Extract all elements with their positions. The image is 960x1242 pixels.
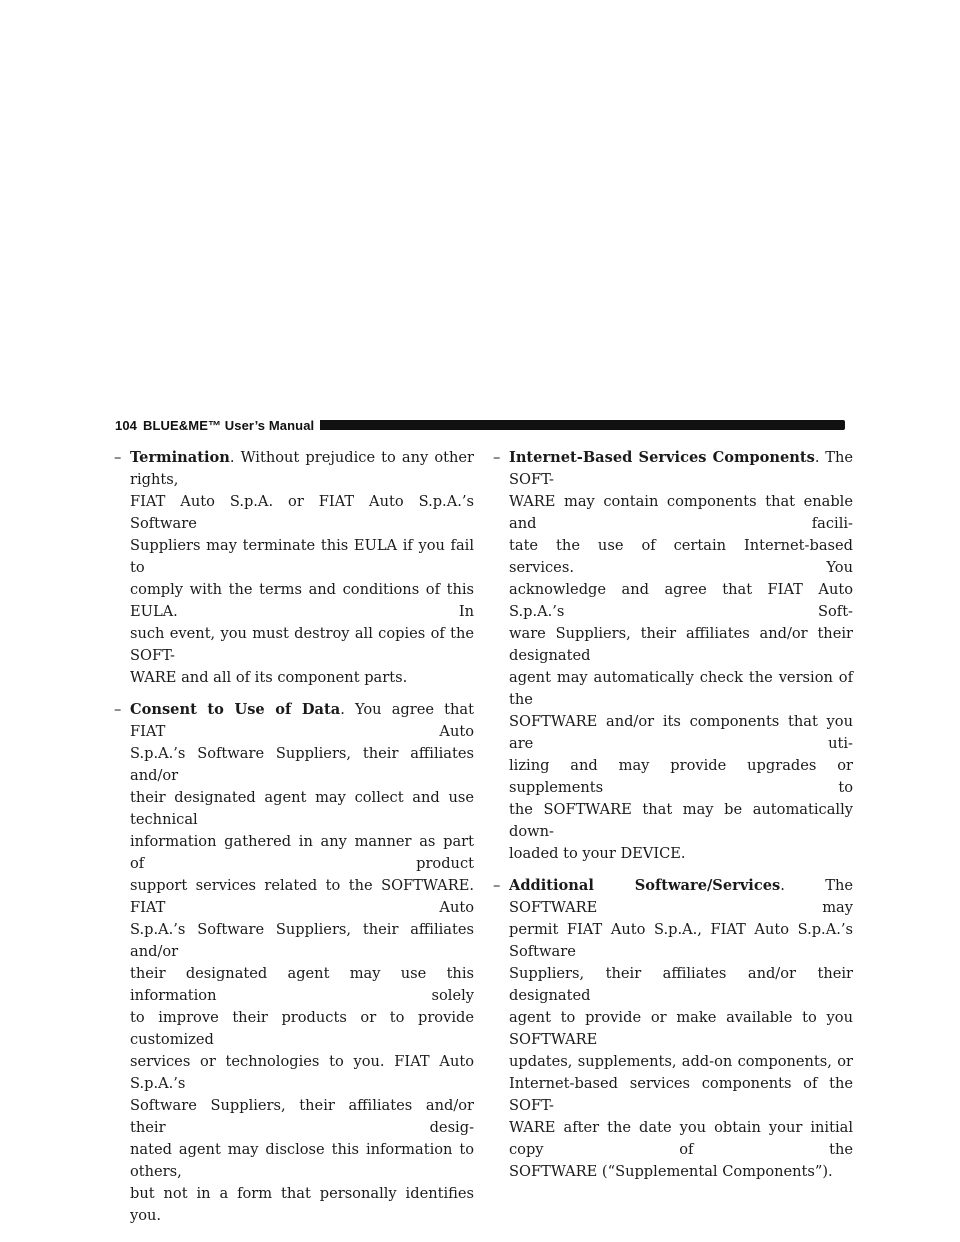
text-line: but not in a form that personally identifies you. (130, 1185, 474, 1224)
item-text (130, 447, 474, 689)
text-line: Software Suppliers, their affiliates and/or their desig- (130, 1097, 474, 1136)
text-line: permit FIAT Auto S.p.A., FIAT Auto S.p.A.’s Software (509, 921, 853, 960)
text-line: their designated agent may collect and use technical (130, 789, 474, 828)
text-line: ware Suppliers, their affiliates and/or their designated (509, 625, 853, 664)
text-line: Internet-based services components of the SOFT- (509, 1075, 853, 1114)
text-line: acknowledge and agree that FIAT Auto S.p.A.’s Soft- (509, 581, 853, 620)
text-line: updates, supplements, add-on components, or (509, 1053, 853, 1070)
text-line: FIAT Auto S.p.A. or FIAT Auto S.p.A.’s Software (130, 493, 474, 532)
text-line: S.p.A.’s Software Suppliers, their affiliates and/or (130, 921, 474, 960)
text-line: such event, you must destroy all copies of the SOFT- (130, 625, 474, 664)
text-line (130, 699, 474, 743)
text-line: the SOFTWARE that may be automatically down- (509, 801, 853, 840)
text-line: Suppliers, their affiliates and/or their designated (509, 965, 853, 1004)
header-rule (320, 420, 845, 430)
term-heading: Termination (130, 449, 230, 466)
text-line: nated agent may disclose this information to others, (130, 1141, 474, 1180)
left-column (114, 447, 474, 1237)
text-fragment: . Without prejudice to any other rights, (130, 449, 474, 488)
text-line: to improve their products or to provide customized (130, 1009, 474, 1048)
page-number: 104 (115, 417, 137, 433)
text-line: lizing and may provide upgrades or supplements to (509, 757, 853, 796)
text-line (509, 447, 853, 491)
text-line: WARE may contain components that enable and facili- (509, 493, 853, 532)
list-item-consent (114, 699, 474, 1227)
text-line: their designated agent may use this information solely (130, 965, 474, 1004)
item-text (509, 875, 853, 1183)
text-fragment: . The SOFTWARE may (509, 877, 853, 916)
dash-bullet: – (493, 449, 501, 466)
dash-bullet: – (114, 449, 122, 466)
text-line: WARE and all of its component parts. (130, 669, 408, 686)
text-line: WARE after the date you obtain your initial copy of the (509, 1119, 853, 1158)
term-heading: Internet-Based Services Components (509, 449, 815, 466)
text-line: S.p.A.’s Software Suppliers, their affiliates and/or (130, 745, 474, 784)
text-line: SOFTWARE and/or its components that you are uti- (509, 713, 853, 752)
text-line (130, 447, 474, 491)
text-fragment: . You agree that FIAT Auto (130, 701, 474, 740)
text-line: tate the use of certain Internet-based services. You (509, 537, 853, 576)
text-line: agent to provide or make available to you SOFTWARE (509, 1009, 853, 1048)
text-line (509, 875, 853, 919)
list-item-internet-services (493, 447, 853, 865)
list-item-termination (114, 447, 474, 689)
term-heading: Additional Software/Services (509, 877, 781, 894)
text-line: SOFTWARE (“Supplemental Components”). (509, 1163, 833, 1180)
right-column (493, 447, 853, 1193)
text-line: services or technologies to you. FIAT Auto S.p.A.’s (130, 1053, 474, 1092)
text-fragment: . The SOFT- (509, 449, 853, 488)
dash-bullet: – (114, 701, 122, 718)
running-header (115, 418, 314, 433)
text-line: agent may automatically check the version of the (509, 669, 853, 708)
manual-title: BLUE&ME™ User’s Manual (143, 417, 315, 433)
term-heading: Consent to Use of Data (130, 701, 341, 718)
text-line: support services related to the SOFTWARE. FIAT Auto (130, 877, 474, 916)
text-line: loaded to your DEVICE. (509, 845, 686, 862)
text-line: information gathered in any manner as part of product (130, 833, 474, 872)
item-text (130, 699, 474, 1227)
text-line: Suppliers may terminate this EULA if you fail to (130, 537, 474, 576)
text-line: comply with the terms and conditions of this EULA. In (130, 581, 474, 620)
page-header (115, 418, 845, 432)
list-item-additional-software (493, 875, 853, 1183)
item-text (509, 447, 853, 865)
dash-bullet: – (493, 877, 501, 894)
